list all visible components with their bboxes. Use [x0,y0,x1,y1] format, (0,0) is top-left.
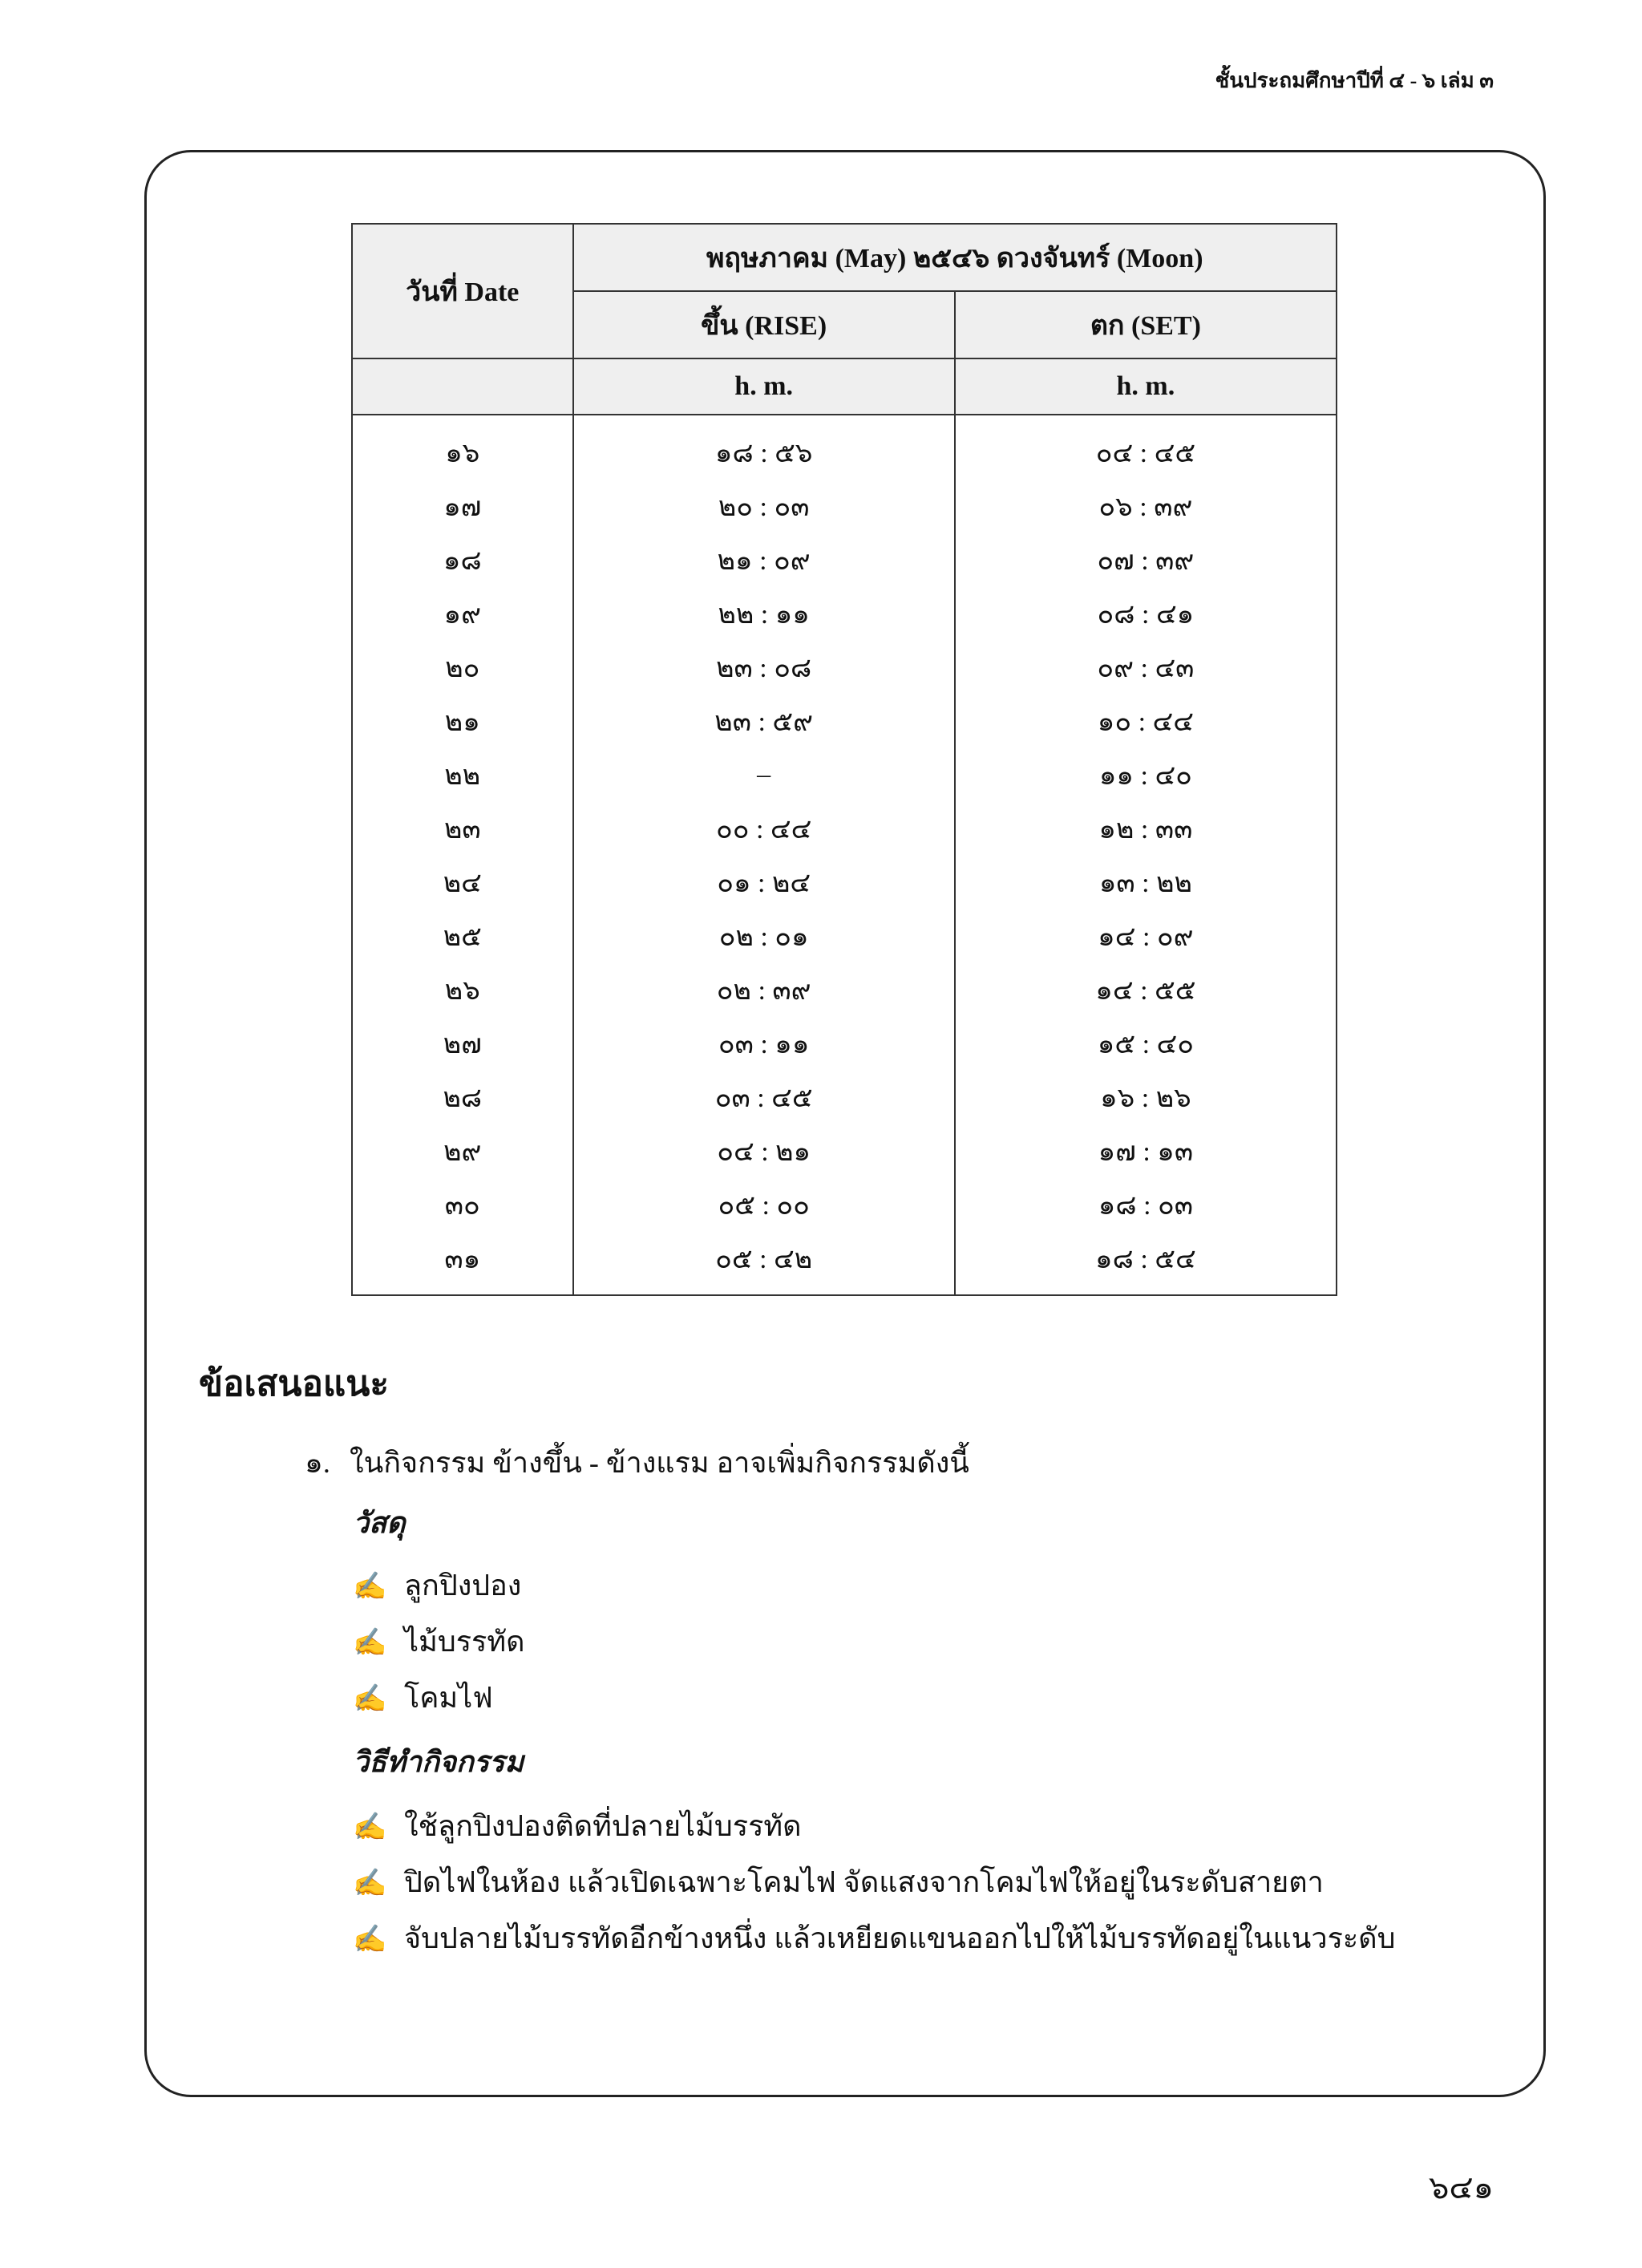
rise-time-cell: ๐๒ : ๐๑ [573,909,955,962]
rise-time-cell: ๐๕ : ๔๒ [573,1231,955,1295]
item-text: ในกิจกรรม ข้างขึ้น - ข้างแรม อาจเพิ่มกิจกรรมดังนี้ [350,1447,969,1479]
table-row [352,747,1337,801]
suggestion-item [305,1440,969,1485]
table-row [352,1070,1337,1124]
set-time-cell: ๐๘ : ๔๑ [955,586,1337,640]
table-row [352,533,1337,586]
rise-time-cell: ๐๓ : ๑๑ [573,1016,955,1070]
rise-time-cell: ๒๒ : ๑๑ [573,586,955,640]
moon-rise-set-table [351,223,1337,1296]
material-item [353,1562,521,1608]
table-row [352,640,1337,694]
date-unit-cell [352,358,573,415]
date-cell: ๒๑ [352,694,573,747]
rise-time-cell: – [573,747,955,801]
writing-hand-icon: ✍ [353,1869,387,1898]
material-text: ลูกปิงปอง [404,1569,522,1602]
rise-time-cell: ๒๓ : ๕๙ [573,694,955,747]
step-text: ใช้ลูกปิงปองติดที่ปลายไม้บรรทัด [404,1810,802,1842]
rise-time-cell: ๐๒ : ๓๙ [573,962,955,1016]
rise-time-cell: ๑๘ : ๕๖ [573,415,955,479]
set-time-cell: ๐๖ : ๓๙ [955,479,1337,533]
table-row [352,855,1337,909]
set-time-cell: ๑๖ : ๒๖ [955,1070,1337,1124]
set-time-cell: ๑๓ : ๒๒ [955,855,1337,909]
set-time-cell: ๑๐ : ๔๔ [955,694,1337,747]
table-row [352,1124,1337,1177]
set-time-cell: ๑๕ : ๔๐ [955,1016,1337,1070]
writing-hand-icon: ✍ [353,1628,387,1658]
writing-hand-icon: ✍ [353,1925,387,1954]
step-text: จับปลายไม้บรรทัดอีกข้างหนึ่ง แล้วเหยียดแขนออกไปให้ไม้บรรทัดอยู่ในแนวระดับ [404,1922,1396,1954]
set-time-cell: ๑๔ : ๕๕ [955,962,1337,1016]
date-cell: ๑๘ [352,533,573,586]
item-number: ๑. [305,1447,330,1479]
table-row [352,415,1337,479]
writing-hand-icon: ✍ [353,1684,387,1714]
month-moon-header: พฤษภาคม (May) ๒๕๔๖ ดวงจันทร์ (Moon) [573,224,1337,291]
rise-time-cell: ๐๓ : ๔๕ [573,1070,955,1124]
set-unit-header: h. m. [955,358,1337,415]
set-time-cell: ๑๑ : ๔๐ [955,747,1337,801]
rise-time-cell: ๐๔ : ๒๑ [573,1124,955,1177]
date-cell: ๒๒ [352,747,573,801]
material-text: โคมไฟ [404,1682,493,1714]
date-column-header: วันที่ Date [352,224,573,358]
set-time-cell: ๑๘ : ๕๔ [955,1231,1337,1295]
table-row [352,1177,1337,1231]
step-item [353,1915,1395,1961]
writing-hand-icon: ✍ [353,1572,387,1602]
set-time-cell: ๐๗ : ๓๙ [955,533,1337,586]
rise-time-cell: ๒๐ : ๐๓ [573,479,955,533]
rise-column-header: ขึ้น (RISE) [573,291,955,358]
rise-time-cell: ๒๑ : ๐๙ [573,533,955,586]
date-cell: ๒๙ [352,1124,573,1177]
date-cell: ๑๗ [352,479,573,533]
rise-time-cell: ๐๐ : ๔๔ [573,801,955,855]
running-header: ชั้นประถมศึกษาปีที่ ๔ - ๖ เล่ม ๓ [1215,69,1494,92]
set-time-cell: ๑๒ : ๓๓ [955,801,1337,855]
rise-time-cell: ๒๓ : ๐๘ [573,640,955,694]
table-row [352,694,1337,747]
date-cell: ๒๘ [352,1070,573,1124]
suggestions-title: ข้อเสนอแนะ [199,1364,389,1403]
table-row [352,909,1337,962]
materials-title: วัสดุ [353,1507,406,1539]
table-row [352,586,1337,640]
rise-time-cell: ๐๑ : ๒๔ [573,855,955,909]
set-time-cell: ๑๘ : ๐๓ [955,1177,1337,1231]
step-text: ปิดไฟในห้อง แล้วเปิดเฉพาะโคมไฟ จัดแสงจากโคมไฟให้อยู่ในระดับสายตา [404,1866,1324,1898]
material-item [353,1675,493,1720]
set-time-cell: ๐๔ : ๔๕ [955,415,1337,479]
date-cell: ๒๗ [352,1016,573,1070]
table-row [352,801,1337,855]
set-column-header: ตก (SET) [955,291,1337,358]
step-item [353,1859,1324,1905]
date-cell: ๒๔ [352,855,573,909]
page-number: ๖๔๑ [1428,2169,1494,2205]
date-cell: ๑๙ [352,586,573,640]
writing-hand-icon: ✍ [353,1812,387,1842]
rise-time-cell: ๐๕ : ๐๐ [573,1177,955,1231]
table-row [352,962,1337,1016]
date-cell: ๒๖ [352,962,573,1016]
date-cell: ๓๐ [352,1177,573,1231]
table-row [352,479,1337,533]
set-time-cell: ๐๙ : ๔๓ [955,640,1337,694]
material-item [353,1618,524,1664]
material-text: ไม้บรรทัด [404,1626,525,1658]
step-item [353,1803,802,1849]
table-row [352,1231,1337,1295]
date-cell: ๒๓ [352,801,573,855]
date-cell: ๑๖ [352,415,573,479]
date-cell: ๒๐ [352,640,573,694]
table-row [352,1016,1337,1070]
set-time-cell: ๑๗ : ๑๓ [955,1124,1337,1177]
set-time-cell: ๑๔ : ๐๙ [955,909,1337,962]
method-title: วิธีทำกิจกรรม [353,1746,524,1778]
rise-unit-header: h. m. [573,358,955,415]
date-cell: ๓๑ [352,1231,573,1295]
date-cell: ๒๕ [352,909,573,962]
